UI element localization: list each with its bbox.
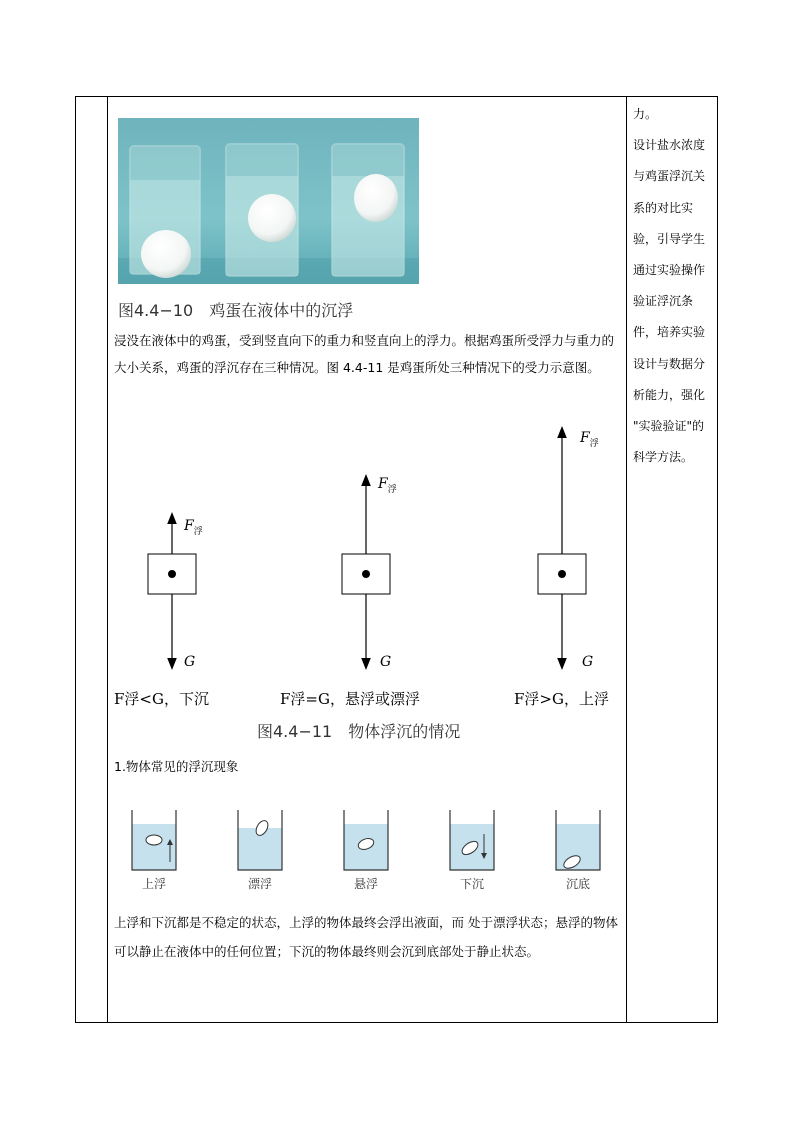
state-label-float: 漂浮 [247, 877, 273, 891]
floating-states-diagram [120, 806, 620, 896]
state-label-bottom: 沉底 [565, 877, 591, 891]
state-label-sink: 下沉 [459, 877, 485, 891]
beaker-1 [130, 146, 200, 278]
side-note-line: 验证浮沉条 [633, 294, 694, 309]
side-note-line: 通过实验操作 [633, 263, 706, 278]
buoyancy-label-2: $F_浮$ [378, 476, 397, 495]
egg-beakers-photo [118, 118, 419, 284]
side-note-line: 析能力，强化 [633, 387, 706, 402]
state-label-suspend: 悬浮 [353, 877, 379, 891]
gravity-label-3: G [582, 654, 594, 670]
container-bottom [556, 810, 600, 871]
force-case-sink [148, 518, 196, 664]
state-label-rise: 上浮 [141, 877, 167, 891]
container-sink [450, 810, 494, 870]
side-note-line: 与鸡蛋浮沉关 [633, 169, 706, 184]
force-case-suspend [342, 480, 390, 664]
case-label-rise: F浮>G，上浮 [514, 690, 609, 708]
gravity-label-2: G [380, 654, 392, 670]
phenomena-heading: 1.物体常见的浮沉现象 [114, 759, 239, 774]
summary-paragraph: 上浮和下沉都是不稳定的状态，上浮的物体最终会浮出液面，而 处于漂浮状态；悬浮的物体可以静止在液体中的任何位置；下沉的物体最终则会沉到底部处于静止状态。 [114, 915, 618, 959]
side-note-line: 科学方法。 [633, 450, 694, 465]
case-label-sink: F浮<G，下沉 [114, 690, 209, 708]
force-diagram [110, 418, 625, 688]
buoyancy-label-1: $F_浮$ [184, 518, 203, 537]
beaker-3 [332, 144, 404, 276]
container-rise [132, 810, 176, 870]
force-diagram-caption: 图4.4−11 物体浮沉的情况 [257, 722, 461, 741]
photo-caption: 图4.4−10 鸡蛋在液体中的沉浮 [118, 301, 354, 320]
side-note-line: 验，引导学生 [633, 231, 706, 246]
case-label-suspend: F浮=G，悬浮或漂浮 [280, 690, 420, 708]
side-note [633, 99, 715, 473]
side-note-line: 件，培养实验 [633, 325, 706, 340]
side-note-line: 系的对比实 [633, 200, 694, 215]
column-divider-left [107, 97, 108, 1022]
side-note-line: 力。 [633, 107, 658, 121]
side-note-line: "实验验证"的 [633, 419, 705, 434]
gravity-label-1: G [184, 654, 196, 670]
container-suspend [344, 810, 388, 870]
side-note-line: 设计盐水浓度 [633, 138, 706, 153]
intro-paragraph: 浸没在液体中的鸡蛋，受到竖直向下的重力和竖直向上的浮力。根据鸡蛋所受浮力与重力的大小关系，鸡蛋的浮沉存在三种情况。图 4.4-11 是鸡蛋所处三种情况下的受力示意图。 [114, 333, 615, 375]
side-note-line: 设计与数据分 [633, 356, 706, 371]
container-float [238, 810, 282, 870]
buoyancy-label-3: $F_浮$ [580, 430, 599, 449]
column-divider-right [626, 97, 627, 1022]
force-case-rise [538, 432, 586, 664]
beaker-2 [226, 144, 298, 276]
